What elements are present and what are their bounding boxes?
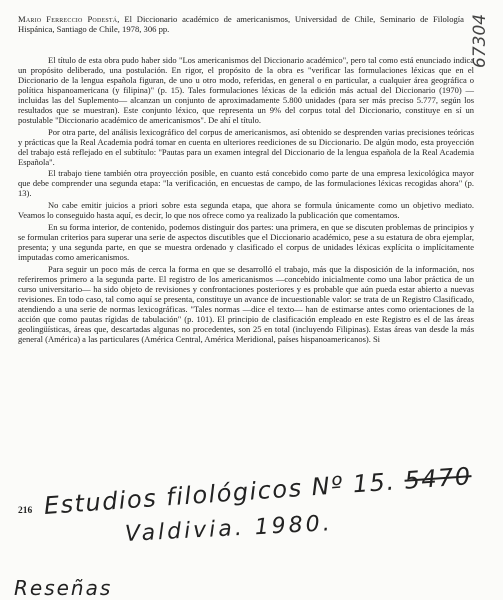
handwritten-journal-note — [43, 462, 472, 520]
margin-number-text: 67304 — [470, 13, 490, 68]
handwritten-section-label: Reseñas — [14, 576, 113, 600]
paragraph: Por otra parte, del análisis lexicográfico del corpus de americanismos, así obtenido se desprenden varias precisiones teóricas y prácticas que la Real Academia podrá tomar en cuenta en ulteriores reediciones de su Diccionario. De algún modo, esta proyección del trabajo está reflejado en el subtítulo: "Pautas para un examen integral del Diccionario de la lengua española de la Real Academia Española". — [18, 126, 474, 167]
paragraph: Para seguir un poco más de cerca la forma en que se desarrolló el trabajo, más que la disposición de la información, nos referiremos primero a la segunda parte. El registro de los americanismos —concebido inicialmente como una labor práctica de un curso universitario— ha sido objeto de revisiones y confrontaciones posteriores y es probable que aún pueda estar abierto a nuevas revisiones. En todo caso, tal como aquí se presenta, constituye un avance de incuestionable valor: se trata de un Registro Clasificado, atendiendo a una serie de normas lexicográficas. "Tales normas —dice el texto— han de estimarse antes como orientaciones de la acción que como pautas rígidas de tabulación" (p. 101). El principio de clasificación empleado en este Registro es el de las áreas geolingüísticas, áreas que, descartadas algunas no procedentes, son 25 en total (incluyendo Filipinas). Estas áreas van desde la más general (América) a las particulares (América Central, América Meridional, países hispanoamericanos). Si — [18, 264, 474, 344]
handwritten-struck-number: 5470 — [403, 462, 473, 495]
page-number: 216 — [18, 506, 33, 516]
header-author: Mario Ferreccio Podestá, — [18, 14, 120, 24]
header-citation: El Diccionario académico de americanismos, Universidad de Chile, Seminario de Filología Hispánica, Santiago de Chile, 1978, 306 pp. — [18, 14, 464, 35]
paragraph: No cabe emitir juicios a priori sobre esta segunda etapa, que ahora se formula únicamente como un objetivo mediato. Veamos lo conseguido hasta aquí, es decir, lo que nos ofrece como ya realizado la publicación que comentamos. — [18, 200, 474, 221]
paragraph: El trabajo tiene también otra proyección posible, en cuanto está concebido como parte de una empresa lexicológica mayor que debe comprender una segunda etapa: "la verificación, en encuestas de campo, de las formulaciones léxicas recogidas ahora" (p. 13). — [18, 168, 474, 199]
handwritten-journal-text: Estudios filológicos Nº 15. — [43, 467, 397, 520]
review-body — [18, 56, 474, 347]
handwritten-place-year: Valdivia. 1980. — [124, 511, 334, 547]
paragraph: En su forma interior, de contenido, podemos distinguir dos partes: una primera, en que se discuten problemas de principios y se formulan criterios para superar una serie de aspectos discutibles que el Diccionario académico, pese a su estatura de obra ejemplar, presenta; y una segunda parte, en que se muestra ordenado y clasificado el corpus de unidades léxicas explícita o implícitamente imputadas como americanismos. — [18, 222, 474, 263]
review-header — [18, 14, 464, 34]
paragraph: El título de esta obra pudo haber sido "Los americanismos del Diccionario académico", pero tal como está enunciado indica un propósito deliberado, una postulación. En rigor, el propósito de la obra es "verificar las formulaciones léxicas que en el Diccionario de la lengua española figuran, de uno u otro modo, referidas, en general o en particular, a cualquier área geográfica o política hispanoamericana (y filipina)" (p. 15). Tales formulaciones léxicas de la edición más actual del Diccionario (1970) —incluidas las del Suplemento— alcanzan un conjunto de aproximadamente 5.800 unidades (para ser más preciso 5.777, según los resultados que se muestran). Este conjunto léxico, que representa un 9% del corpus total del Diccionario, constituye en sí un postulable "Diccionario académico de americanismos". De ahí el título. — [18, 55, 474, 125]
